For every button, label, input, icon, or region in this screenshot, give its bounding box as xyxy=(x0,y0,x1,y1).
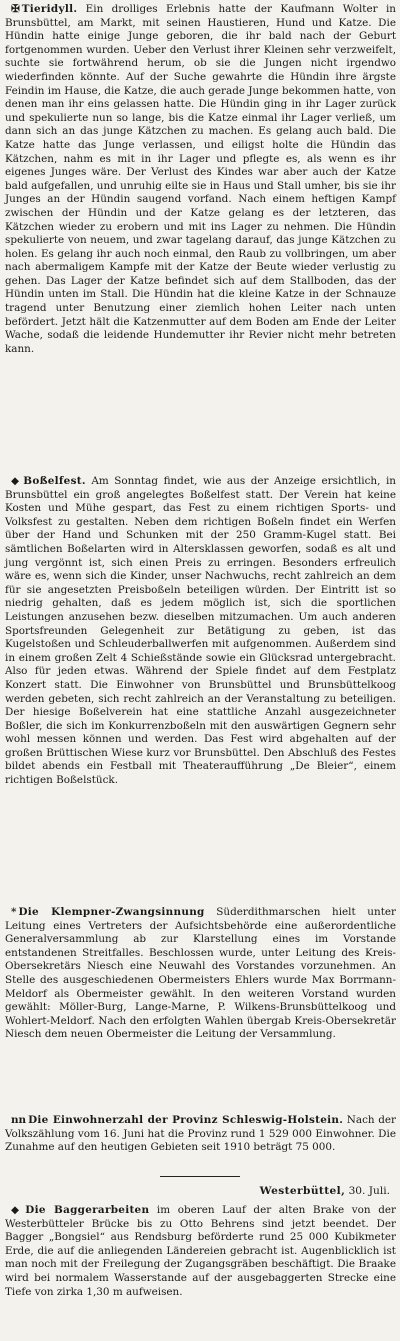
article-body: im oberen Lauf der alten Brake von der Westerbütteler Brücke bis zu Otto Behrens sind jetzt beendet. Der Bagger „Bongsiel“ aus Rendsburg beförderte rund 25 000 Kubikmeter Erde, die auf die anliegenden Ländereien gebracht ist. Augenblicklich ist man noch mit der Freilegung der Zugangsgräben beschäftigt. Die Braake wird bei normalem Wasserstande auf der ausgebaggerten Strecke eine Tiefe von zirka 1,30 m aufweisen. xyxy=(5,1204,396,1298)
article-heading: Boßelfest. xyxy=(23,475,86,487)
article-heading: Die Baggerarbeiten xyxy=(25,1204,150,1216)
article-body: Nach der Volkszählung vom 16. Juni hat die Provinz rund 1 529 000 Einwohner. Die Zunahme auf den heutigen Gebieten seit 1910 beträgt 75 000. xyxy=(5,1114,396,1154)
article-mark: nn xyxy=(11,1114,27,1126)
dateline xyxy=(0,1184,400,1198)
article-bosselfest xyxy=(0,475,400,788)
article-einwohnerzahl xyxy=(0,1114,400,1155)
article-heading: Die Klempner-Zwangsinnung xyxy=(18,906,205,918)
section-divider xyxy=(160,1176,240,1177)
article-heading: Die Einwohnerzahl der Provinz Schleswig-Holstein. xyxy=(28,1114,344,1126)
dateline-date: 30. Juli. xyxy=(348,1185,390,1197)
article-mark: ◆ xyxy=(11,1204,24,1216)
article-baggerarbeiten xyxy=(0,1204,400,1299)
dateline-place: Westerbüttel, xyxy=(259,1185,346,1197)
article-body: Süderdithmarschen hielt unter Leitung eines Vertreters der Aufsichtsbehörde eine außerordentliche Generalversammlung ab zur Klarstellung eines im Vorstande entstandenen Streitfalles. Beschlossen wurde, unter Leitung des Kreis-Obersekretärs Niesch eine Neuwahl des Vorstandes vorzunehmen. An Stelle des ausgeschiedenen Obermeisters Ehlers wurde Max Borrmann-Meldorf als Obermeister gewählt. In den weiteren Vorstand wurden gewählt: Möller-Burg, Lange-Marne, P. Wilkens-Brunsbüttelkoog und Wohlert-Meldorf. Nach den erfolgten Wahlen übergab Kreis-Obersekretär Niesch dem neuen Obermeister die Leitung der Versammlung. xyxy=(5,906,396,1041)
article-mark: ◆ xyxy=(11,475,22,487)
article-body: Am Sonntag findet, wie aus der Anzeige ersichtlich, in Brunsbüttel ein groß angelegtes Boßelfest statt. Der Verein hat keine Kosten und Mühe gespart, das Fest zu einem richtigen Sports- und Volksfest zu gestalten. Neben dem richtigen Boßeln findet ein Werfen über der Hand und Schunken mit der 250 Gramm-Kugel statt. Bei sämtlichen Boßelarten wird in Altersklassen geworfen, sodaß es alt und jung vergönnt ist, sich einen Preis zu erringen. Besonders erfreulich wäre es, wenn sich die Kinder, unser Nachwuchs, recht zahlreich an dem für sie angesetzten Preisboßeln beteiligen würden. Der Eintritt ist so niedrig gehalten, daß es jedem möglich ist, sich die sportlichen Leistungen anzusehen bezw. dieselben mitzumachen. Um auch anderen Sportsfreunden Gelegenheit zur Betätigung zu geben, ist das Kugelstoßen und Schleuderballwerfen mit aufgenommen. Außerdem sind in einem großen Zelt 4 Schießstände sowie ein Glücksrad untergebracht. Also für jeden etwas. Während der Spiele findet auf dem Festplatz Konzert statt. Die Einwohner von Brunsbüttel und Brunsbüttelkoog werden gebeten, sich recht zahlreich an der Veranstaltung zu beteiligen. Der hiesige Boßelverein hat eine stattliche Anzahl ausgezeichneter Boßler, die sich im Konkurrenzboßeln mit den auswärtigen Gegnern sehr wohl messen können und werden. Das Fest wird abgehalten auf der großen Brüttischen Wiese kurz vor Brunsbüttel. Den Abschluß des Festes bildet abends ein Festball mit Theateraufführung „De Bleier“, einem richtigen Boßelstück. xyxy=(5,475,396,787)
article-mark: * xyxy=(11,906,17,918)
article-heading: Tieridyll. xyxy=(21,3,78,15)
article-body: Ein drolliges Erlebnis hatte der Kaufmann Wolter in Brunsbüttel, am Markt, mit seinen Haustieren, Hund und Katze. Die Hündin hatte einige Junge geboren, die ihr bald nach der Geburt fortgenommen wurden. Ueber den Verlust ihrer Kleinen sehr verzweifelt, suchte sie fortwährend herum, ob sie die Jungen nicht irgendwo wiederfinden könnte. Auf der Suche gewahrte die Hündin ihre ärgste Feindin im Hause, die Katze, die auch gerade Junge bekommen hatte, von denen man ihr eins gelassen hatte. Die Hündin ging in ihr Lager zurück und spekulierte nun so lange, bis die Katze einmal ihr Lager verließ, um dann sich an das junge Kätzchen zu machen. Es gelang auch bald. Die Katze hatte das Junge verlassen, und eiligst holte die Hündin das Kätzchen, nahm es mit in ihr Lager und pflegte es, als wenn es ihr eigenes Junges wäre. Der Verlust des Kindes war aber auch der Katze bald aufgefallen, und unruhig eilte sie in Haus und Stall umher, bis sie ihr Junges an der Hündin saugend vorfand. Nach einem heftigen Kampf zwischen der Hündin und der Katze gelang es der letzteren, das Kätzchen wieder zu erobern und mit ins Lager zu nehmen. Die Hündin spekulierte von neuem, und zwar tagelang darauf, das junge Kätzchen zu holen. Es gelang ihr auch noch einmal, den Raub zu vollbringen, um aber nach abermaligem Kampfe mit der Katze der Beute wieder verlustig zu gehen. Das Lager der Katze befindet sich auf dem Stallboden, das der Hündin unten im Stall. Die Hündin hat die kleine Katze in der Schnauze tragend unter Benutzung einer ziemlich hohen Leiter nach unten befördert. Jetzt hält die Katzenmutter auf dem Boden am Ende der Leiter Wache, sodaß die leidende Hundemutter ihr Revier nicht mehr betreten kann. xyxy=(5,3,396,355)
article-klempner-zwangsinnung xyxy=(0,906,400,1042)
article-tieridyll xyxy=(0,3,400,356)
article-mark: ✠ xyxy=(11,3,20,15)
